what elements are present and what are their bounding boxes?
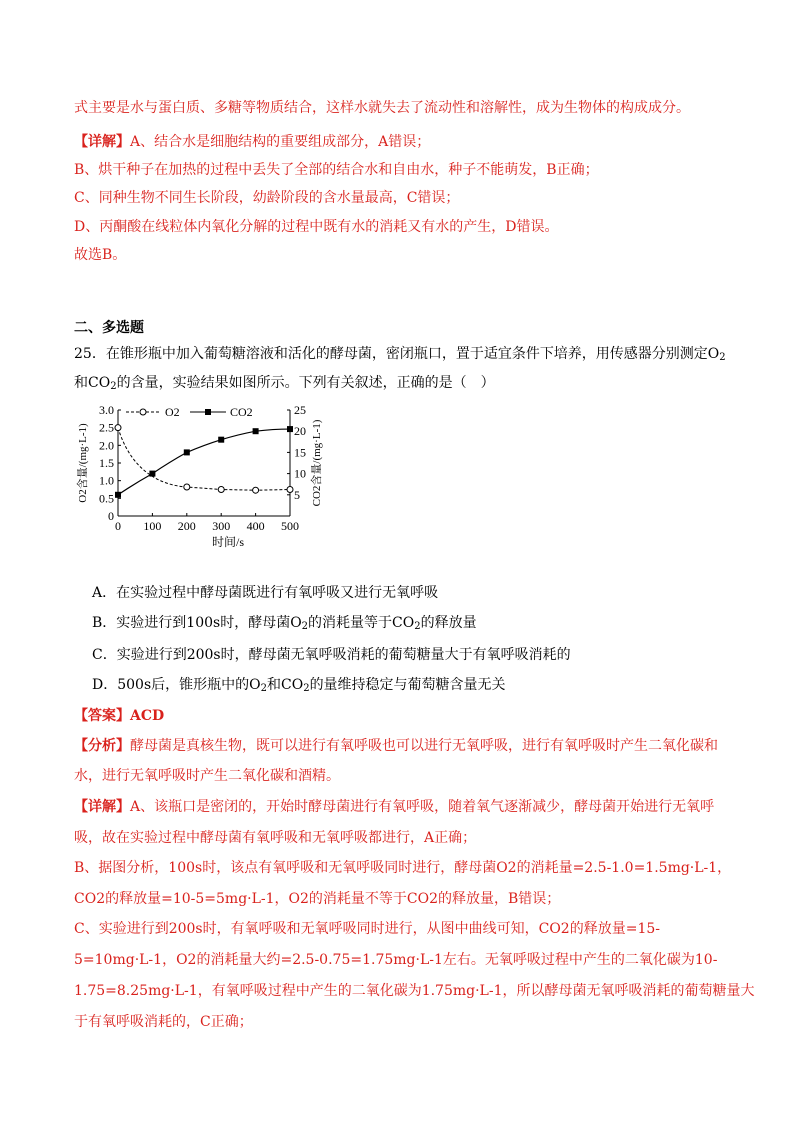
x-tick-label: 0 <box>115 519 121 533</box>
detail-line-d: D、丙酮酸在线粒体内氧化分解的过程中既有水的消耗又有水的产生，D错误。 <box>74 219 559 235</box>
option-d-text-3: 的量维持稳定与葡萄糖含量无关 <box>309 677 506 693</box>
legend-co2-label: CO2 <box>230 405 253 419</box>
co2-series-line <box>118 429 290 495</box>
question-line-2 <box>74 373 495 397</box>
detail2-line-c4: 于有氧呼吸消耗的，C正确； <box>74 1014 253 1030</box>
co2-data-point <box>218 437 224 443</box>
legend-co2-marker <box>205 409 211 415</box>
y-right-tick-label: 15 <box>294 445 306 460</box>
detail-line-b: B、烘干种子在加热的过程中丢失了全部的结合水和自由水，种子不能萌发，B正确； <box>74 162 599 178</box>
o2-data-point <box>218 487 224 493</box>
subscript: 2 <box>110 381 117 392</box>
o2-data-point <box>115 425 121 431</box>
x-tick-label: 400 <box>246 519 265 533</box>
o2-co2-chart <box>68 398 328 558</box>
detail2-a1-text: A、该瓶口是密闭的，开始时酵母菌进行有氧呼吸，随着氧气逐渐减少，酵母菌开始进行无氧呼 <box>130 799 715 815</box>
co2-data-point <box>287 426 293 432</box>
y-right-tick-label: 10 <box>294 466 306 481</box>
subscript: 2 <box>719 352 726 363</box>
detail2-line-c3: 1.75=8.25mg·L-1，有氧呼吸过程中产生的二氧化碳为1.75mg·L-1，所以酵母菌无氧呼吸消耗的葡萄糖量大 <box>74 983 755 999</box>
section-title: 二、多选题 <box>74 320 144 336</box>
analysis-tag: 【分析】 <box>74 738 130 754</box>
o2-data-point <box>287 487 293 493</box>
y-left-tick-label: 2.5 <box>99 420 114 435</box>
co2-data-point <box>149 471 155 477</box>
y-left-axis-label: O2含量/(mg·L-1) <box>77 423 89 503</box>
detail-tag: 【详解】 <box>74 134 130 150</box>
subscript: 2 <box>303 683 310 694</box>
x-axis-label: 时间/s <box>211 535 245 549</box>
option-b-text-1: B．实验进行到100s时，酵母菌O <box>92 615 302 631</box>
legend-o2-label: O2 <box>165 405 180 419</box>
option-d-text-2: 和CO <box>266 677 304 693</box>
y-left-tick-label: 1.0 <box>99 473 114 488</box>
answer-tag: 【答案】 <box>74 708 130 724</box>
explanation-text: 式主要是水与蛋白质、多糖等物质结合，这样水就失去了流动性和溶解性，成为生物体的构成成分。 <box>74 100 690 116</box>
subscript: 2 <box>301 621 309 632</box>
option-a: A．在实验过程中酵母菌既进行有氧呼吸又进行无氧呼吸 <box>92 585 439 601</box>
co2-data-point <box>184 449 190 455</box>
legend-o2-marker <box>140 409 146 415</box>
y-left-tick-label: 0.5 <box>99 491 114 506</box>
option-b-text-2: 的消耗量等于CO <box>308 615 415 631</box>
y-right-tick-label: 5 <box>294 487 300 502</box>
option-b-text-3: 的释放量 <box>420 615 477 631</box>
co2-data-point <box>253 428 259 434</box>
x-tick-label: 300 <box>212 519 231 533</box>
y-right-tick-label: 20 <box>294 424 306 439</box>
option-c: C．实验进行到200s时，酵母菌无氧呼吸消耗的葡萄糖量大于有氧呼吸消耗的 <box>92 647 571 663</box>
detail-a-text: A、结合水是细胞结构的重要组成部分，A错误； <box>130 134 431 150</box>
question-text-2b: 的含量，实验结果如图所示。下列有关叙述，正确的是（ ） <box>116 375 495 391</box>
x-tick-label: 500 <box>281 519 299 533</box>
y-left-tick-label: 0 <box>108 509 114 523</box>
answer-line <box>74 706 164 726</box>
detail2-line-b2: CO2的释放量=10-5=5mg·L-1，O2的消耗量不等于CO2的释放量，B错误； <box>74 891 561 907</box>
y-right-axis-label: CO2含量/(mg·L-1) <box>311 419 323 507</box>
co2-data-point <box>115 492 121 498</box>
answer-value: ACD <box>130 708 165 724</box>
detail2-line-a1 <box>74 797 714 817</box>
option-d <box>92 675 506 699</box>
option-b <box>92 613 477 637</box>
question-line-1 <box>74 344 726 368</box>
detail-line-a <box>74 132 430 152</box>
x-tick-label: 100 <box>143 519 162 533</box>
o2-series-line <box>118 428 290 491</box>
subscript: 2 <box>414 621 421 632</box>
detail2-line-b1: B、据图分析，100s时，该点有氧呼吸和无氧呼吸同时进行，酵母菌O2的消耗量=2.5-1.0=1.5mg·L-1， <box>74 860 732 876</box>
question-text-1: 25．在锥形瓶中加入葡萄糖溶液和活化的酵母菌，密闭瓶口，置于适宜条件下培养，用传感器分别测定O <box>74 346 720 362</box>
y-right-tick-label: 25 <box>294 403 306 417</box>
y-left-tick-label: 2.0 <box>99 438 114 453</box>
detail-line-c: C、同种生物不同生长阶段，幼龄阶段的含水量最高，C错误； <box>74 190 460 206</box>
analysis-line-2: 水，进行无氧呼吸时产生二氧化碳和酒精。 <box>74 768 340 784</box>
detail2-tag: 【详解】 <box>74 799 130 815</box>
question-text-2a: 和CO <box>74 375 111 391</box>
analysis-line-1 <box>74 736 718 756</box>
detail2-line-a2: 吸，故在实验过程中酵母菌有氧呼吸和无氧呼吸都进行，A正确； <box>74 830 477 846</box>
o2-data-point <box>253 487 259 493</box>
analysis-text-1: 酵母菌是真核生物，既可以进行有氧呼吸也可以进行无氧呼吸，进行有氧呼吸时产生二氧化碳和 <box>130 738 718 754</box>
o2-data-point <box>184 484 190 490</box>
conclusion: 故选B。 <box>74 247 127 263</box>
detail2-line-c2: 5=10mg·L-1，O2的消耗量大约=2.5-0.75=1.75mg·L-1左右。无氧呼吸过程中产生的二氧化碳为10- <box>74 952 718 968</box>
option-d-text-1: D．500s后，锥形瓶中的O <box>92 677 261 693</box>
y-left-tick-label: 3.0 <box>99 403 114 417</box>
x-tick-label: 200 <box>177 519 196 533</box>
detail2-line-c1: C、实验进行到200s时，有氧呼吸和无氧呼吸同时进行，从图中曲线可知，CO2的释放量=15- <box>74 921 660 937</box>
subscript: 2 <box>260 683 267 694</box>
y-left-tick-label: 1.5 <box>99 456 114 470</box>
